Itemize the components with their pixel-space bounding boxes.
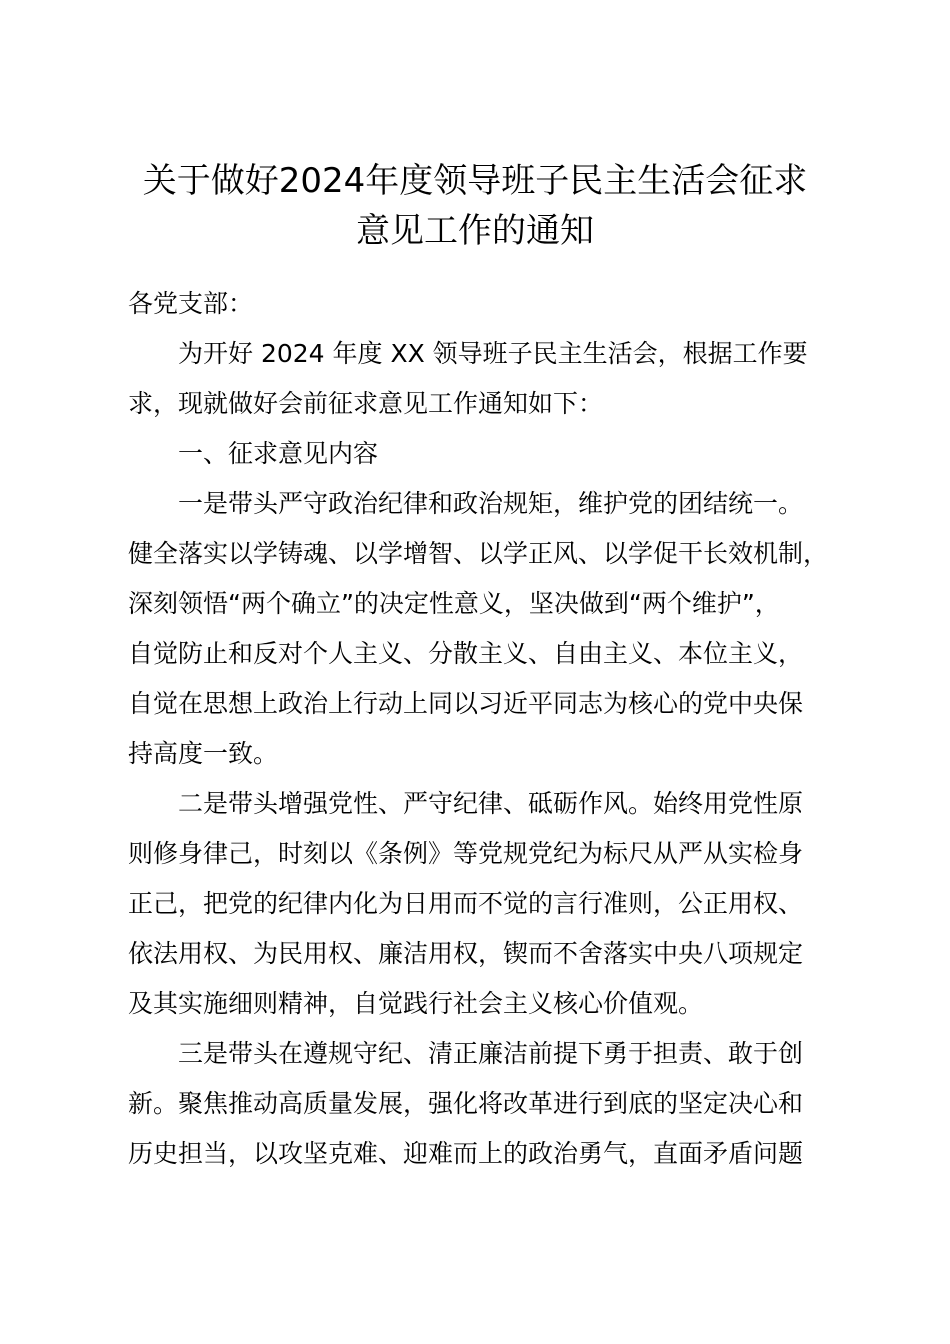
body-line: 求，现就做好会前征求意见工作通知如下： [128, 389, 604, 418]
body-line: 自觉防止和反对个人主义、分散主义、自由主义、本位主义， [128, 639, 804, 668]
section-heading: 一、征求意见内容 [178, 439, 379, 468]
body-line: 自觉在思想上政治上行动上同以习近平同志为核心的党中央保 [128, 689, 804, 718]
body-line: 为开好 2024 年度 XX 领导班子民主生活会，根据工作要 [178, 339, 808, 368]
body-line: 深刻领悟“两个确立”的决定性意义，坚决做到“两个维护”， [128, 589, 780, 618]
body-line: 历史担当，以攻坚克难、迎难而上的政治勇气，直面矛盾问题 [128, 1139, 804, 1168]
body-line: 一是带头严守政治纪律和政治规矩，维护党的团结统一。 [178, 489, 804, 518]
body-line: 依法用权、为民用权、廉洁用权，锲而不舍落实中央八项规定 [128, 939, 804, 968]
document-title-line-2: 意见工作的通知 [356, 211, 594, 251]
body-line: 则修身律己，时刻以《条例》等党规党纪为标尺从严从实检身 [128, 839, 804, 868]
salutation: 各党支部： [128, 289, 254, 318]
body-line: 正己，把党的纪律内化为日用而不觉的言行准则，公正用权、 [128, 889, 804, 918]
body-line: 及其实施细则精神，自觉践行社会主义核心价值观。 [128, 989, 704, 1018]
body-line: 持高度一致。 [128, 739, 279, 768]
body-line: 三是带头在遵规守纪、清正廉洁前提下勇于担责、敢于创 [178, 1039, 804, 1068]
body-line: 二是带头增强党性、严守纪律、砥砺作风。始终用党性原 [178, 789, 804, 818]
document-title-line-1: 关于做好2024年度领导班子民主生活会征求 [142, 161, 808, 201]
body-line: 新。聚焦推动高质量发展，强化将改革进行到底的坚定决心和 [128, 1089, 804, 1118]
body-line: 健全落实以学铸魂、以学增智、以学正风、以学促干长效机制， [128, 539, 829, 568]
